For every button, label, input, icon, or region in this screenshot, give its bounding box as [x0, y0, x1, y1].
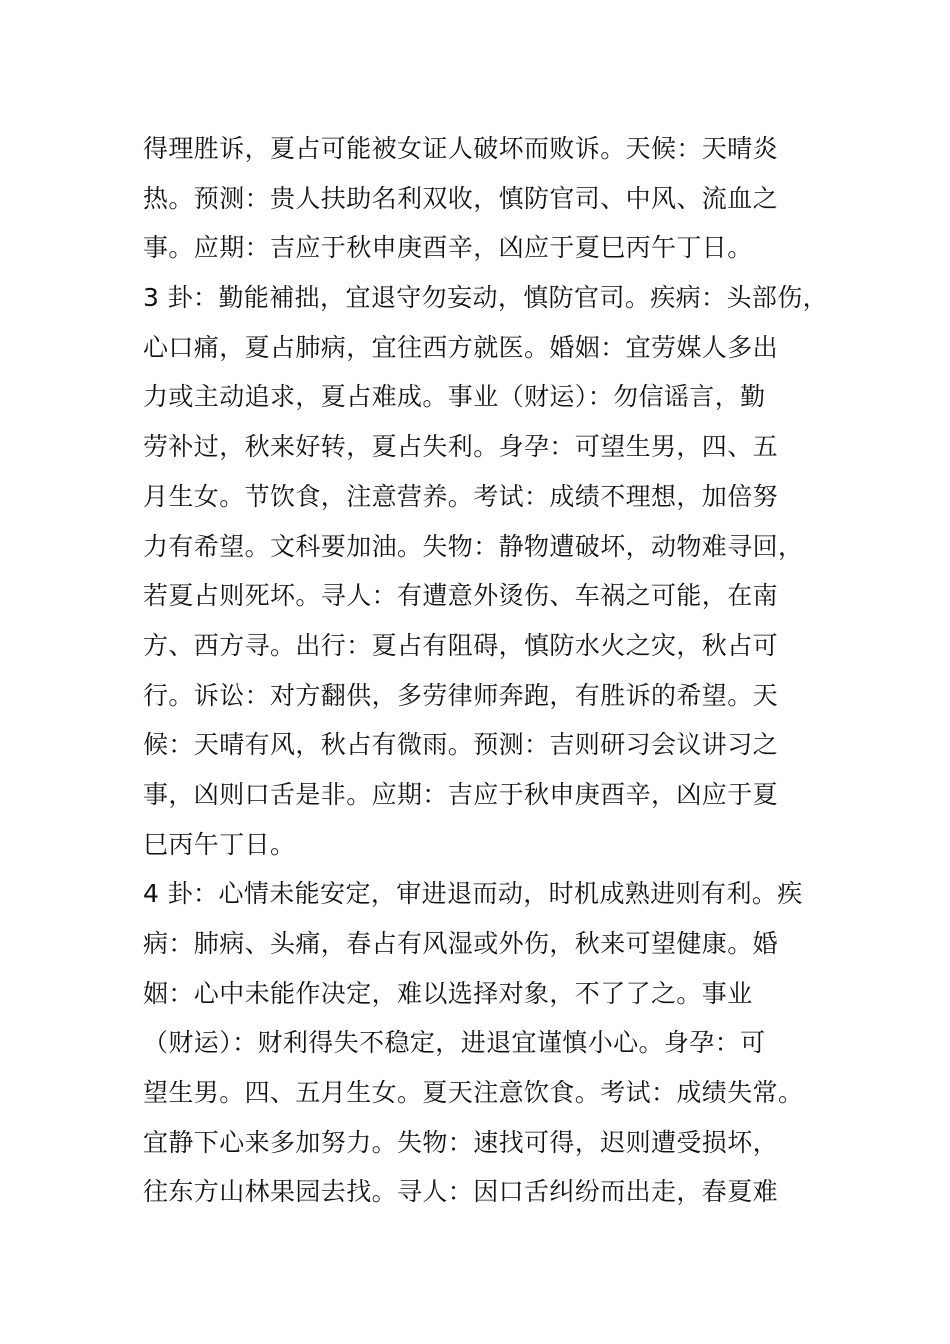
text-line: 事，凶则口舌是非。应期：吉应于秋申庚酉辛，凶应于夏	[143, 779, 779, 809]
text-line: 力有希望。文科要加油。失物：静物遭破坏，动物难寻回，	[143, 531, 804, 561]
text-line: 心口痛，夏占肺病，宜往西方就医。婚姻：宜劳媒人多出	[143, 332, 779, 362]
body-text	[143, 124, 829, 1217]
text-line: 若夏占则死坏。寻人：有遭意外烫伤、车祸之可能，在南	[143, 581, 779, 611]
text-line: 宜静下心来多加努力。失物：速找可得，迟则遭受损坏，	[143, 1127, 779, 1157]
text-line: 劳补过，秋来好转，夏占失利。身孕：可望生男，四、五	[143, 432, 779, 462]
text-line: 月生女。节饮食，注意营养。考试：成绩不理想，加倍努	[143, 481, 779, 511]
text-line: 力或主动追求，夏占难成。事业（财运）：勿信谣言，勤	[143, 382, 766, 412]
section-4-heading-line: 4 卦：心情未能安定，审进退而动，时机成熟进则有利。疾	[143, 879, 803, 909]
section-3-heading-line: 3 卦：勤能補拙，宜退守勿妄动，慎防官司。疾病：头部伤，	[143, 283, 829, 313]
text-line: 巳丙午丁日。	[143, 829, 296, 859]
text-line: 事。应期：吉应于秋申庚酉辛，凶应于夏巳丙午丁日。	[143, 233, 753, 263]
text-line: （财运）：财利得失不稳定，进退宜谨慎小心。身孕：可	[143, 1028, 766, 1058]
text-line: 往东方山林果园去找。寻人：因口舌纠纷而出走，春夏难	[143, 1177, 779, 1207]
text-line: 望生男。四、五月生女。夏天注意饮食。考试：成绩失常。	[143, 1078, 804, 1108]
text-line: 热。预测：贵人扶助名利双收，慎防官司、中风、流血之	[143, 183, 779, 213]
text-line: 候：天晴有风，秋占有微雨。预测：吉则研习会议讲习之	[143, 730, 779, 760]
text-line: 姻：心中未能作决定，难以选择对象，不了了之。事业	[143, 978, 753, 1008]
text-line: 方、西方寻。出行：夏占有阻碍，慎防水火之灾，秋占可	[143, 630, 779, 660]
text-line: 行。诉讼：对方翻供，多劳律师奔跑，有胜诉的希望。天	[143, 680, 779, 710]
text-line: 得理胜诉，夏占可能被女证人破坏而败诉。天候：天晴炎	[143, 134, 779, 163]
text-line: 病：肺病、头痛，春占有风湿或外伤，秋来可望健康。婚	[143, 929, 779, 958]
